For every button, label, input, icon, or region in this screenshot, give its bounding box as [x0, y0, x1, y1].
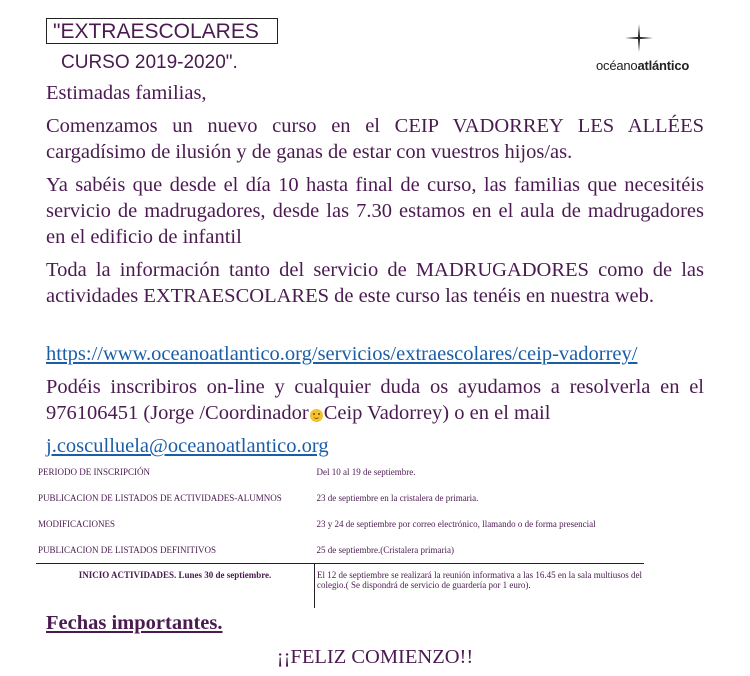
star-icon [625, 24, 653, 52]
paragraph-madrugadores: Ya sabéis que desde el día 10 hasta final de curso, las familias que necesitéis servicio de madrugadores, desde las 7.30 estamos en el aula de madrugadores en el edificio de infantil [46, 174, 704, 248]
page-subtitle: CURSO 2019-2020". [61, 52, 238, 73]
contact-text-after: Ceip Vadorrey) o en el mail [323, 402, 551, 424]
table-row [36, 511, 644, 537]
email-link[interactable]: j.cosculluela@oceanoatlantico.org [46, 435, 329, 457]
schedule-label: MODIFICACIONES [38, 519, 116, 529]
schedule-label: INICIO ACTIVIDADES. Lunes 30 de septiembre. [36, 563, 315, 608]
schedule-label: PUBLICACION DE LISTADOS DEFINITIVOS [38, 544, 217, 555]
website-link[interactable]: https://www.oceanoatlantico.org/servicios/extraescolares/ceip-vadorrey/ [46, 343, 638, 365]
paragraph-contact [46, 374, 704, 426]
smiley-icon [310, 409, 323, 422]
oceano-atlantico-logo [596, 20, 706, 80]
table-row [36, 563, 644, 608]
schedule-value: El 12 de septiembre se realizará la reunión informativa a las 16.45 en la sala multiusos del colegio.( Se dispondrá de servicio de guardería por 1 euro). [315, 563, 645, 608]
table-row [36, 485, 644, 511]
paragraph-intro: Comenzamos un nuevo curso en el CEIP VADORREY LES ALLÉES cargadísimo de ilusión y de ganas de estar con vuestros hijos/as. [46, 115, 704, 163]
schedule-label: PUBLICACION DE LISTADOS DE ACTIVIDADES-ALUMNOS [38, 493, 282, 503]
schedule-value: 23 y 24 de septiembre por correo electrónico, llamando o de forma presencial [316, 519, 596, 529]
paragraph-info: Toda la información tanto del servicio de MADRUGADORES como de las actividades EXTRAESCOLARES de este curso las tenéis en nuestra web. [46, 259, 704, 307]
contact-text-before: Podéis inscribiros on-line y cualquier duda os ayudamos a resolverla en el 976106451 (Jorge /Coordinador [46, 376, 704, 424]
schedule-label: PERIODO DE INSCRIPCIÓN [38, 467, 151, 477]
schedule-value: Del 10 al 19 de septiembre. [316, 467, 416, 477]
table-row [36, 537, 644, 563]
schedule-table [36, 459, 644, 608]
table-row [36, 459, 644, 485]
logo-text-part2: atlántico [637, 58, 690, 73]
closing-message: ¡¡FELIZ COMIENZO!! [276, 646, 474, 668]
schedule-value: 23 de septiembre en la cristalera de primaria. [316, 493, 479, 503]
logo-text [596, 58, 689, 73]
logo-text-part1: océano [596, 58, 638, 73]
greeting: Estimadas familias, [46, 82, 207, 104]
schedule-value: 25 de septiembre.(Cristalera primaria) [316, 544, 454, 555]
page-title: "EXTRAESCOLARES [53, 20, 259, 43]
important-dates-heading: Fechas importantes. [46, 612, 223, 634]
